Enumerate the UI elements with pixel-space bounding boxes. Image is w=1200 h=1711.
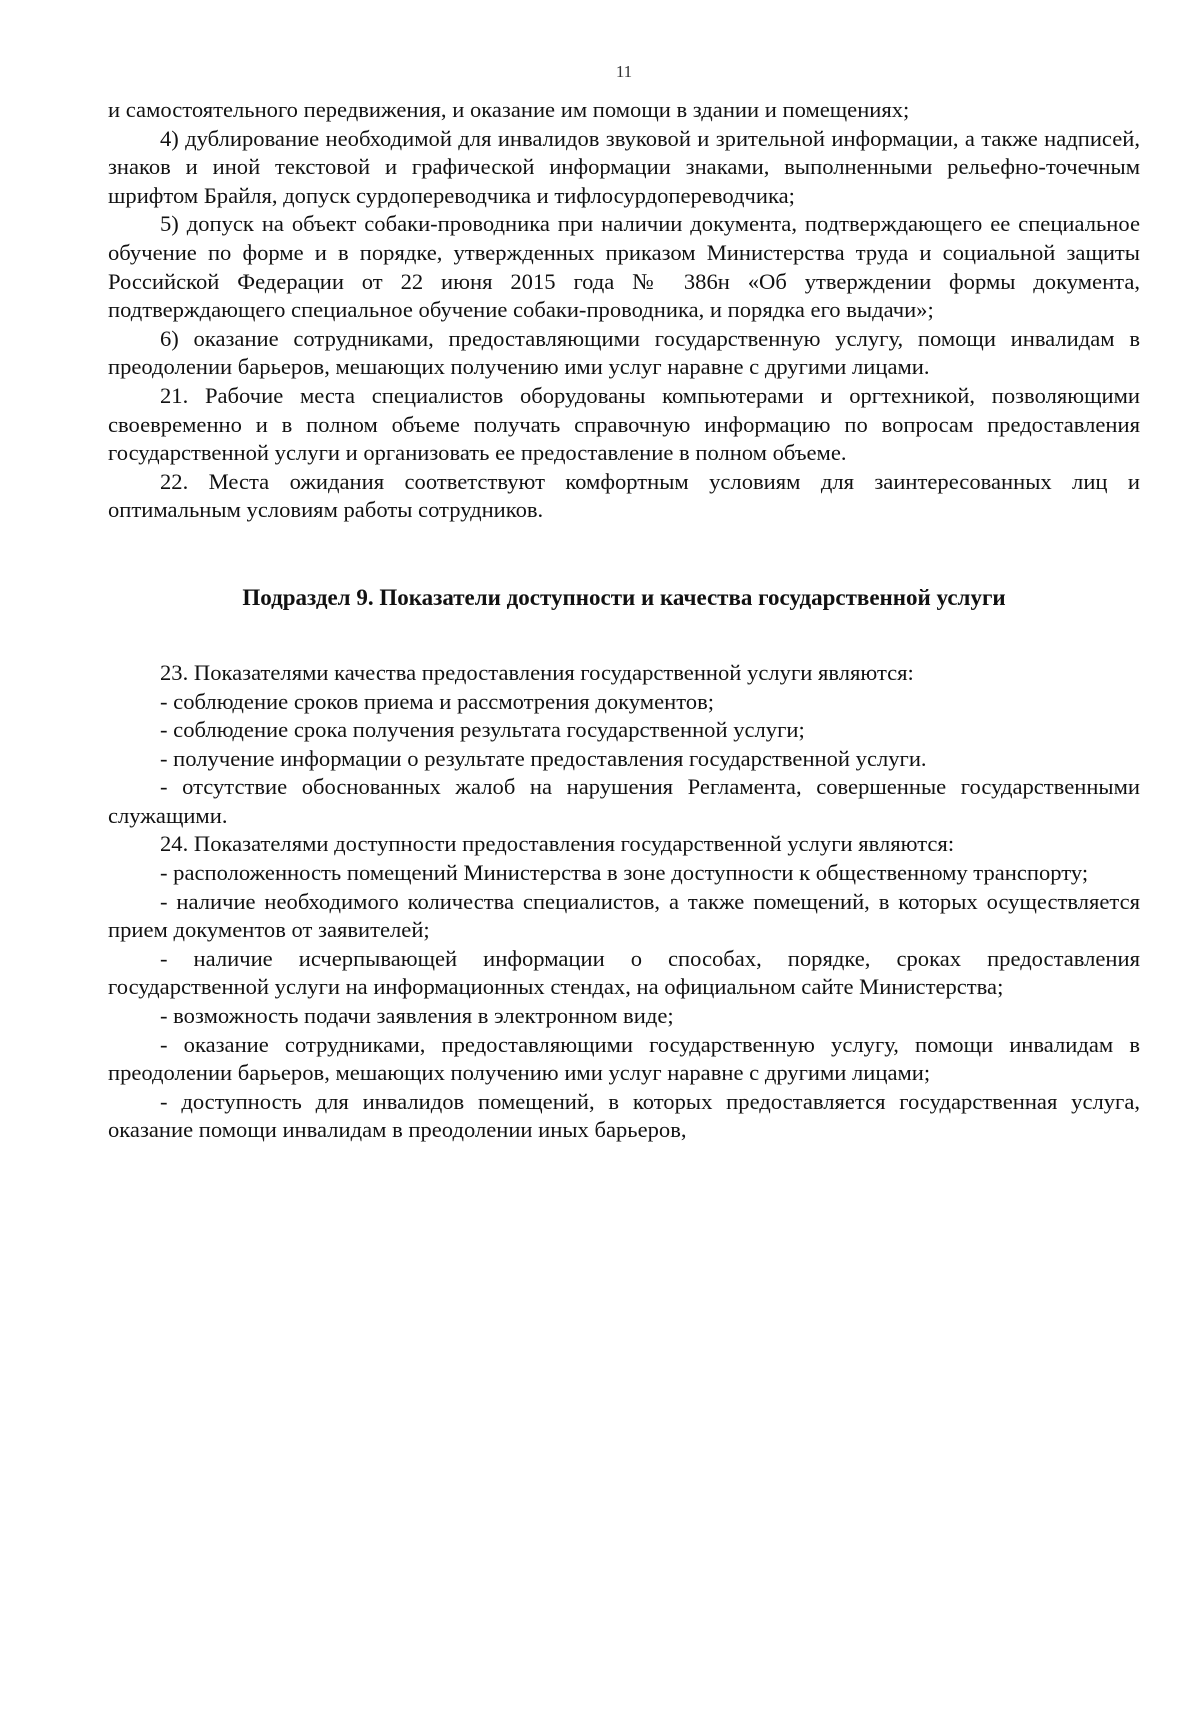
body-text-top bbox=[108, 96, 1140, 525]
paragraph: 4) дублирование необходимой для инвалидов звуковой и зрительной информации, а также надписей, знаков и иной текстовой и графической информации знаками, выполненными рельефно-точечным шрифтом Брайля, допуск сурдопереводчика и тифлосурдопереводчика; bbox=[108, 125, 1140, 208]
paragraph: 6) оказание сотрудниками, предоставляющими государственную услугу, помощи инвалидам в преодолении барьеров, мешающих получению ими услуг наравне с другими лицами. bbox=[108, 325, 1140, 380]
page-number: 11 bbox=[615, 62, 633, 81]
paragraph: и самостоятельного передвижения, и оказание им помощи в здании и помещениях; bbox=[108, 97, 910, 122]
list-item: - соблюдение срока получения результата государственной услуги; bbox=[160, 717, 805, 743]
paragraph: 5) допуск на объект собаки-проводника при наличии документа, подтверждающего ее специальное обучение по форме и в порядке, утвержденных приказом Министерства труда и социальной защиты Российской Федерации от 22 июня 2015 года № 386н «Об утверждении формы документа, подтверждающего специальное обучение собаки-проводника, и порядка его выдачи»; bbox=[108, 211, 1140, 323]
paragraph: 24. Показателями доступности предоставления государственной услуги являются: bbox=[160, 831, 955, 857]
paragraph: 21. Рабочие места специалистов оборудованы компьютерами и оргтехникой, позволяющими своевременно и в полном объеме получать справочную информацию по вопросам предоставления государственной услуги и организовать ее предоставление в полном объеме. bbox=[108, 382, 1140, 466]
list-item: - получение информации о результате предоставления государственной услуги. bbox=[160, 745, 927, 771]
list-item: - отсутствие обоснованных жалоб на нарушения Регламента, совершенные государственными служащими. bbox=[108, 774, 1140, 828]
list-item: - наличие необходимого количества специалистов, а также помещений, в которых осуществляется прием документов от заявителей; bbox=[108, 888, 1140, 943]
list-item: - расположенность помещений Министерства в зоне доступности к общественному транспорту; bbox=[160, 860, 1089, 886]
list-item: - наличие исчерпывающей информации о способах, порядке, сроках предоставления государственной услуги на информационных стендах, на официальном сайте Министерства; bbox=[108, 945, 1140, 1000]
list-item: - возможность подачи заявления в электронном виде; bbox=[160, 1003, 674, 1029]
body-text-bottom bbox=[108, 659, 1140, 1145]
list-item: - доступность для инвалидов помещений, в которых предоставляется государственная услуга, оказание помощи инвалидам в преодолении иных барьеров, bbox=[108, 1088, 1140, 1143]
list-item: - соблюдение сроков приема и рассмотрения документов; bbox=[160, 688, 715, 714]
paragraph: 22. Места ожидания соответствуют комфортным условиям для заинтересованных лиц и оптимальным условиям работы сотрудников. bbox=[108, 468, 1140, 523]
paragraph: 23. Показателями качества предоставления государственной услуги являются: bbox=[160, 659, 914, 685]
list-item: - оказание сотрудниками, предоставляющими государственную услугу, помощи инвалидам в преодолении барьеров, мешающих получению ими услуг наравне с другими лицами; bbox=[108, 1031, 1140, 1086]
section-heading: Подраздел 9. Показатели доступности и качества государственной услуги bbox=[242, 584, 1006, 610]
